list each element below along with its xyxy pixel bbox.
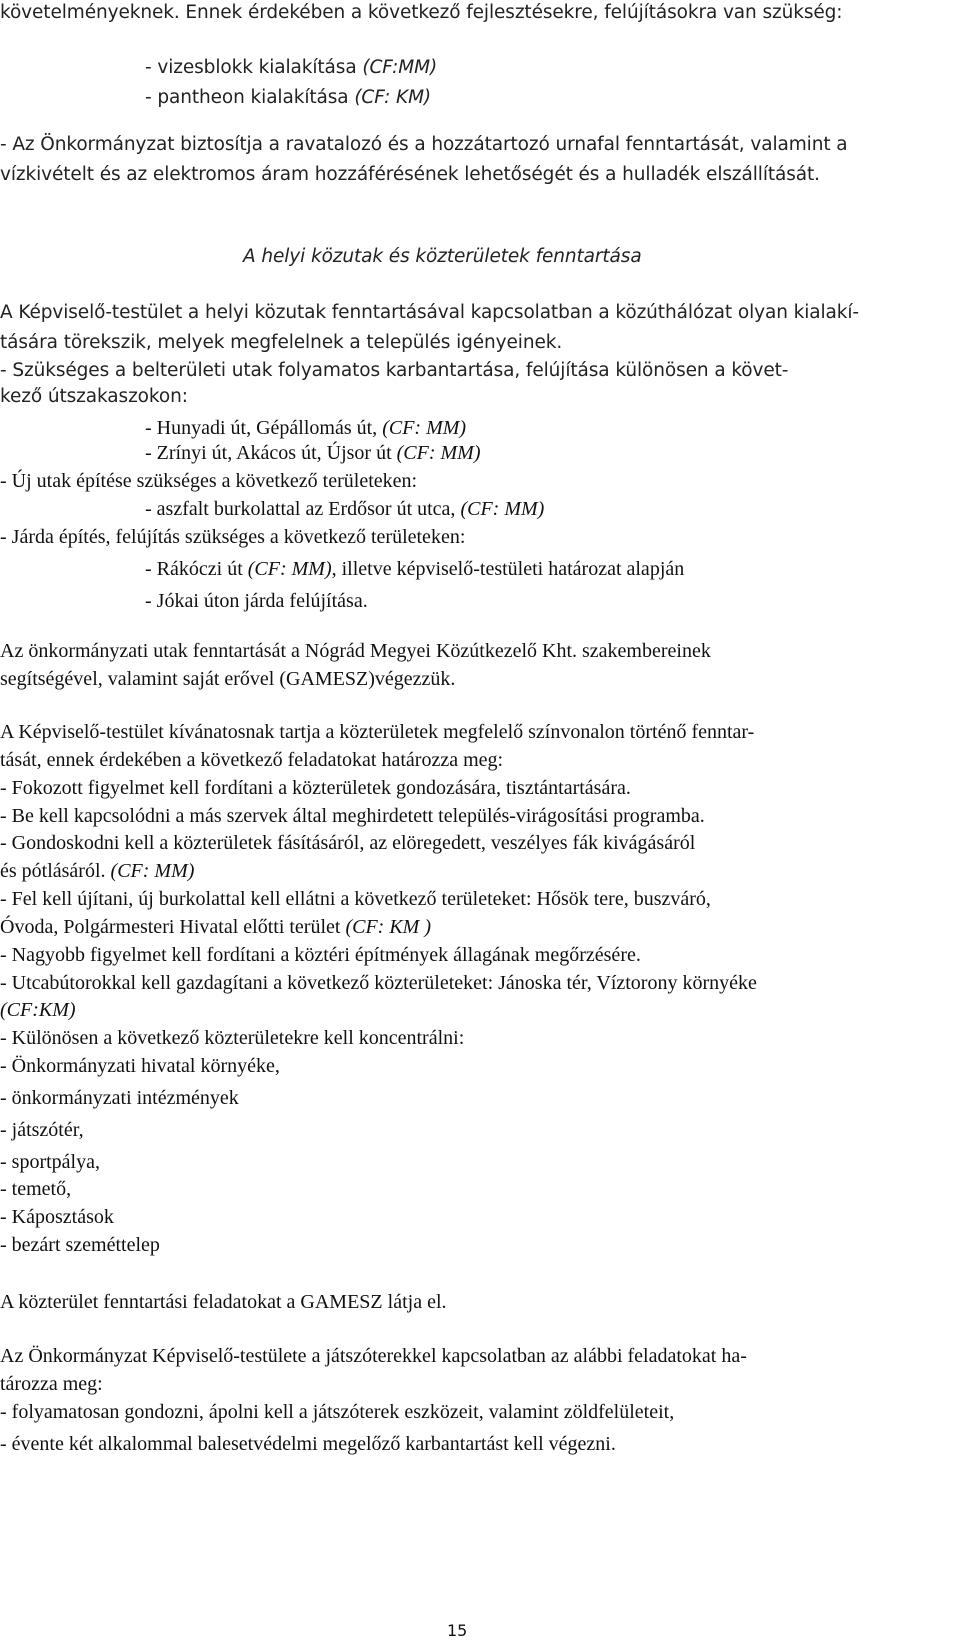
list-item: - önkormányzati intézmények (0, 1087, 239, 1109)
paragraph-line: tását, ennek érdekében a következő feladatokat határozza meg: (0, 749, 504, 771)
list-item: - vizesblokk kialakítása (CF:MM) (145, 57, 438, 78)
paragraph-line: segítségével, valamint saját erővel (GAMESZ)végezzük. (0, 668, 456, 690)
list-item: - pantheon kialakítása (CF: KM) (145, 87, 432, 108)
intro-line: követelményeknek. Ennek érdekében a következő fejlesztésekre, felújításokra van szükség: (0, 2, 843, 23)
paragraph-line: vízkivételt és az elektromos áram hozzáférésének lehetőségét és a hulladék elszállítását. (0, 164, 820, 185)
list-item: - Különösen a következő közterületekre kell koncentrálni: (0, 1027, 465, 1049)
list-item: - Jókai úton járda felújítása. (145, 590, 368, 612)
list-item: - Be kell kapcsolódni a más szervek által meghirdetett település-virágosítási programba. (0, 805, 705, 827)
paragraph-line: - Új utak építése szükséges a következő területeken: (0, 470, 418, 492)
list-item: - Káposztások (0, 1206, 114, 1228)
paragraph-line: A közterület fenntartási feladatokat a GAMESZ látja el. (0, 1291, 447, 1313)
list-item: - Önkormányzati hivatal környéke, (0, 1055, 280, 1077)
list-item: - aszfalt burkolattal az Erdősor út utca, (CF: MM) (145, 498, 545, 520)
paragraph-line: tására törekszik, melyek megfelelnek a település igényeinek. (0, 332, 563, 353)
paragraph-line: - Szükséges a belterületi utak folyamatos karbantartása, felújítása különösen a követ- (0, 360, 789, 381)
list-item: - Gondoskodni kell a közterületek fásításáról, az elöregedett, veszélyes fák kivágásáról (0, 832, 696, 854)
list-item: - Nagyobb figyelmet kell fordítani a köztéri építmények állagának megőrzésére. (0, 944, 641, 966)
list-item: - folyamatosan gondozni, ápolni kell a játszóterek eszközeit, valamint zöldfelületeit, (0, 1401, 675, 1423)
paragraph-line: tározza meg: (0, 1373, 103, 1395)
list-item: Óvoda, Polgármesteri Hivatal előtti terület (CF: KM ) (0, 916, 432, 938)
list-item: - sportpálya, (0, 1151, 100, 1173)
paragraph-line: kező útszakaszokon: (0, 386, 188, 407)
list-item: - Hunyadi út, Gépállomás út, (CF: MM) (145, 417, 467, 439)
list-item: - temető, (0, 1178, 72, 1200)
list-item: - Fel kell újítani, új burkolattal kell ellátni a következő területeket: Hősök tere, buszváró, (0, 888, 711, 910)
list-item: - Fokozott figyelmet kell fordítani a közterületek gondozására, tisztántartására. (0, 777, 631, 799)
page-number: 15 (447, 1621, 468, 1640)
paragraph-line: A Képviselő-testület kívánatosnak tartja a közterületek megfelelő színvonalon történő fenntar- (0, 721, 755, 743)
section-heading: A helyi közutak és közterületek fenntartása (243, 246, 642, 267)
paragraph-line: - Járda építés, felújítás szükséges a következő területeken: (0, 526, 466, 548)
list-item: - játszótér, (0, 1119, 84, 1141)
list-item: és pótlásáról. (CF: MM) (0, 860, 195, 882)
list-item: - bezárt szeméttelep (0, 1234, 160, 1256)
list-item: - Zrínyi út, Akácos út, Újsor út (CF: MM) (145, 442, 481, 464)
list-item: (CF:KM) (0, 999, 76, 1021)
paragraph-line: - Az Önkormányzat biztosítja a ravatalozó és a hozzátartozó urnafal fenntartását, valamint a (0, 134, 848, 155)
paragraph-line: A Képviselő-testület a helyi közutak fenntartásával kapcsolatban a közúthálózat olyan kialakí- (0, 302, 859, 323)
list-item: - évente két alkalommal balesetvédelmi megelőző karbantartást kell végezni. (0, 1433, 616, 1455)
paragraph-line: Az Önkormányzat Képviselő-testülete a játszóterekkel kapcsolatban az alábbi feladatokat ha- (0, 1345, 747, 1367)
list-item: - Utcabútorokkal kell gazdagítani a következő közterületeket: Jánoska tér, Víztorony környéke (0, 972, 757, 994)
paragraph-line: Az önkormányzati utak fenntartását a Nógrád Megyei Közútkezelő Kht. szakembereinek (0, 640, 711, 662)
list-item: - Rákóczi út (CF: MM), illetve képviselő-testületi határozat alapján (145, 558, 685, 580)
